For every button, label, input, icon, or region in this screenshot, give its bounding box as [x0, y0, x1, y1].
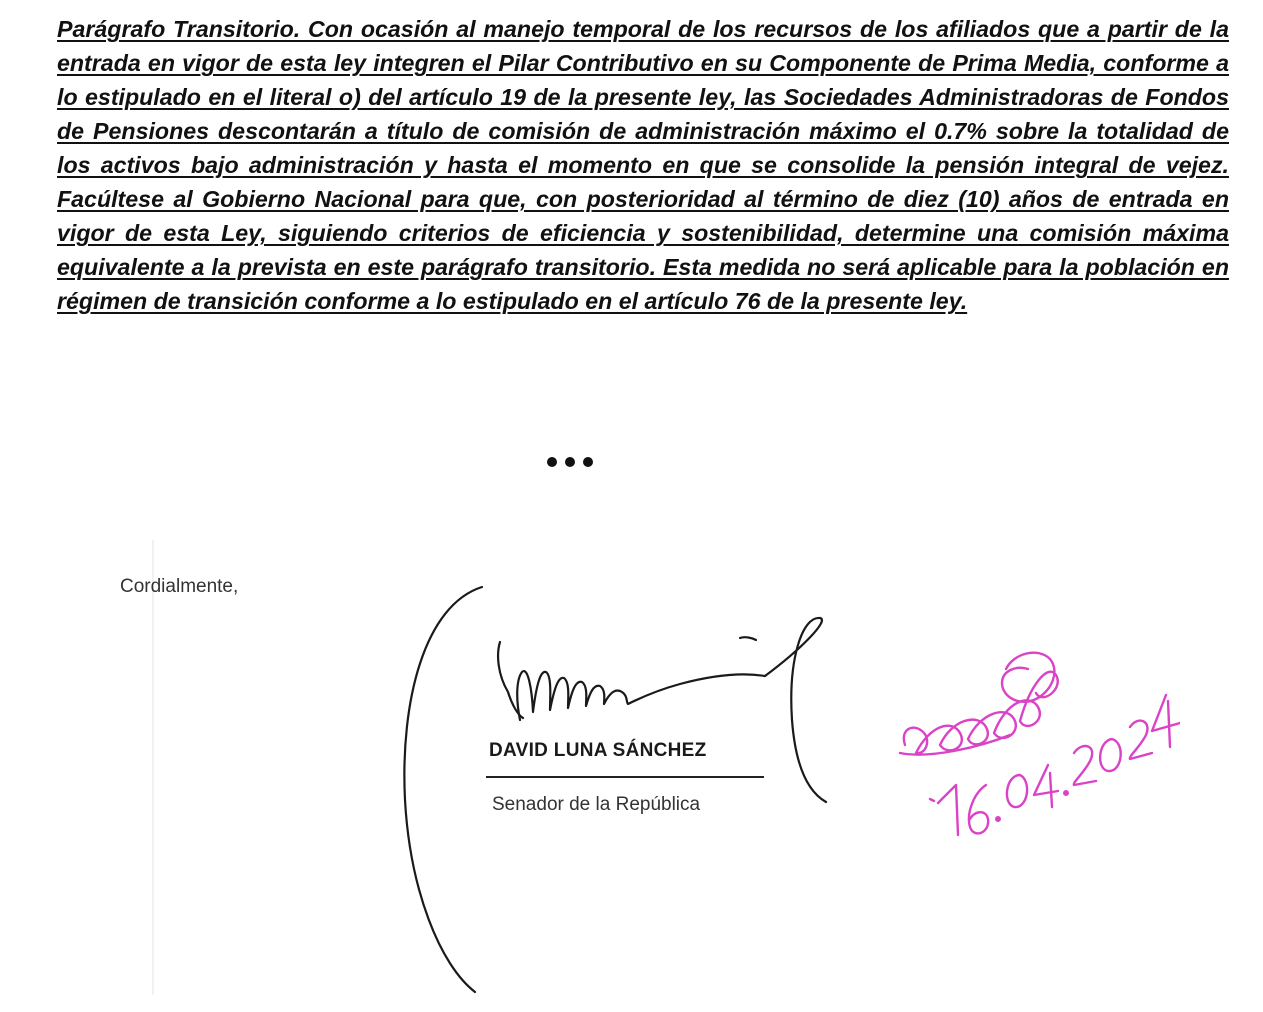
signer-name: DAVID LUNA SÁNCHEZ [489, 740, 707, 761]
scan-artifact-line [152, 540, 154, 995]
signature-rule [486, 776, 764, 778]
ellipsis-dot [583, 457, 593, 467]
signer-title: Senador de la República [492, 794, 701, 815]
ellipsis-separator-icon [547, 457, 593, 467]
ellipsis-dot [565, 457, 575, 467]
signature-icon [390, 580, 840, 1000]
ellipsis-dot [547, 457, 557, 467]
transitional-paragraph: Parágrafo Transitorio. Con ocasión al manejo temporal de los recursos de los afiliados que a partir de la entrada en vigor de esta ley integren el Pilar Contributivo en su Componente de Prima Media, conforme a lo estipulado en el literal o) del artículo 19 de la presente ley, las Sociedades Administradoras de Fondos de Pensiones descontarán a título de comisión de administración máximo el 0.7% sobre la totalidad de los activos bajo administración y hasta el momento en que se consolide la pensión integral de vejez. Facúltese al Gobierno Nacional para que, con posterioridad al término de diez (10) años de entrada en vigor de esta Ley, siguiendo criterios de eficiencia y sostenibilidad, determine una comisión máxima equivalente a la prevista en este parágrafo transitorio. Esta medida no será aplicable para la población en régimen de transición conforme a lo estipulado en el artículo 76 de la presente ley. [57, 16, 1229, 314]
closing-salutation: Cordialmente, [120, 576, 239, 597]
handwritten-date-stamp-icon [890, 635, 1180, 845]
